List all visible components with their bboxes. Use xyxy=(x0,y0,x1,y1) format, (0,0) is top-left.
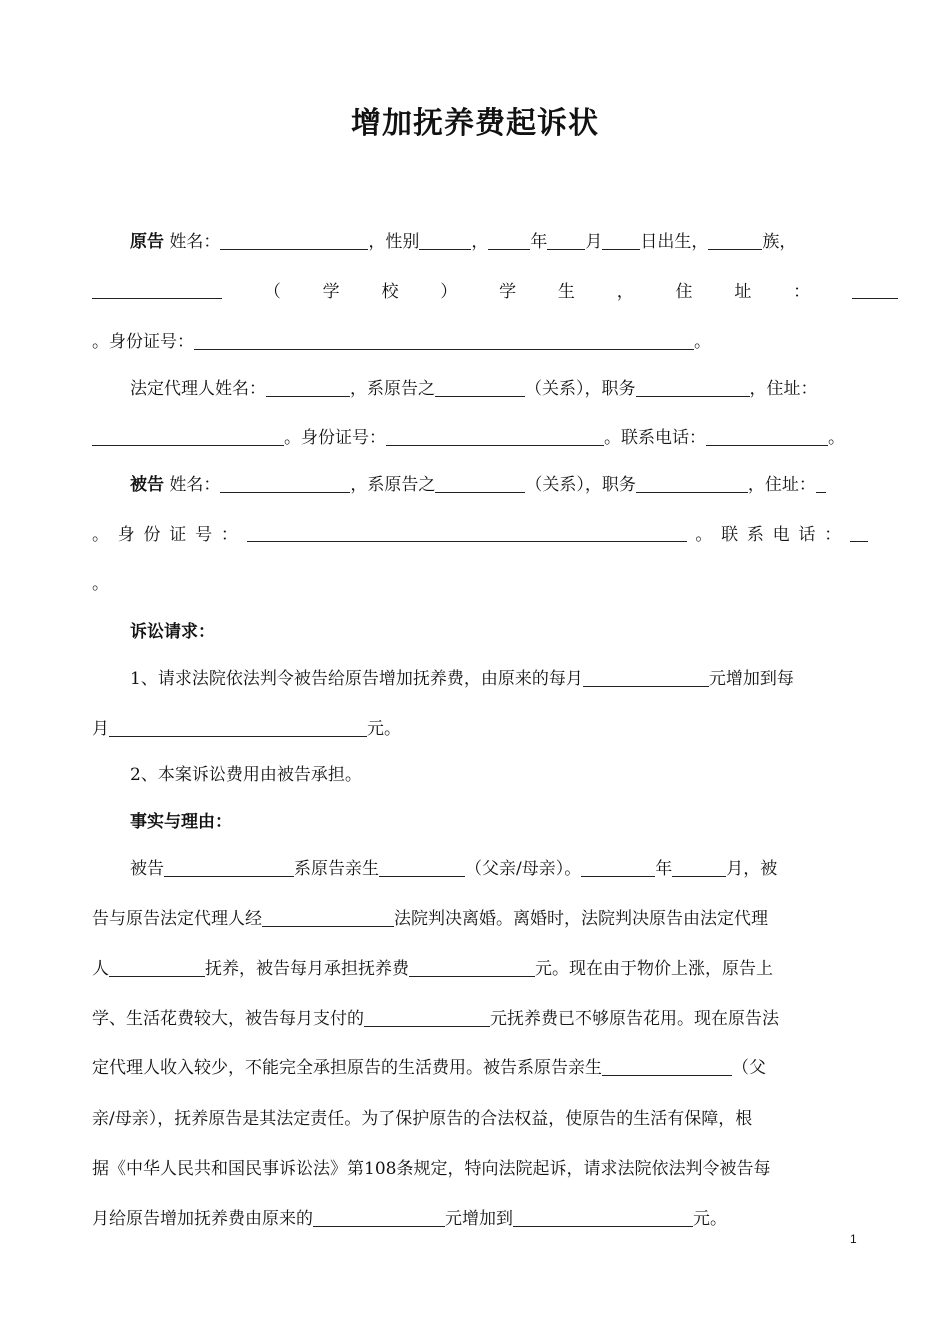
agent-line-1: 法定代理人姓名： ，系原告之 （关系），职务 ，住址： xyxy=(130,379,818,399)
blank-field[interactable] xyxy=(708,231,762,250)
blank-field[interactable] xyxy=(602,1057,732,1076)
blank-field[interactable] xyxy=(419,231,471,250)
blank-field[interactable] xyxy=(262,908,394,927)
blank-field[interactable] xyxy=(109,718,367,737)
plaintiff-line-3: 。身份证号： 。 xyxy=(92,332,711,352)
document-title: 增加抚养费起诉状 xyxy=(351,106,599,141)
blank-field[interactable] xyxy=(636,474,748,493)
claims-heading: 诉讼请求： xyxy=(130,622,215,642)
blank-field[interactable] xyxy=(164,858,294,877)
facts-line-7: 据《中华人民共和国民事诉讼法》第108条规定，特向法院起诉，请求法院依法判令被告每 xyxy=(92,1159,771,1179)
blank-field[interactable] xyxy=(547,231,585,250)
page-number: 1 xyxy=(850,1232,857,1246)
blank-field[interactable] xyxy=(92,280,222,299)
facts-heading: 事实与理由： xyxy=(130,812,232,832)
agent-line-2: 。身份证号： 。联系电话： 。 xyxy=(92,426,862,450)
blank-field[interactable] xyxy=(386,427,604,446)
facts-line-1: 被告 系原告亲生 （父亲/母亲）。 年 月，被 xyxy=(130,859,778,879)
blank-field[interactable] xyxy=(435,474,525,493)
claim-1-line-1: 1、请求法院依法判令被告给原告增加抚养费，由原来的每月 元增加到每 xyxy=(130,669,794,689)
blank-field[interactable] xyxy=(583,668,709,687)
blank-field[interactable] xyxy=(266,378,350,397)
defendant-line-1: 被告 姓名： ，系原告之 （关系），职务 ，住址： xyxy=(130,473,860,497)
blank-field[interactable] xyxy=(435,378,525,397)
blank-field[interactable] xyxy=(194,331,694,350)
facts-line-4: 学、生活花费较大，被告每月支付的 元抚养费已不够原告花用。现在原告法 xyxy=(92,1009,779,1029)
blank-field[interactable] xyxy=(513,1208,693,1227)
blank-field[interactable] xyxy=(92,427,284,446)
facts-line-2: 告与原告法定代理人经 法院判决离婚。离婚时，法院判决原告由法定代理 xyxy=(92,909,768,929)
facts-line-6: 亲/母亲），抚养原告是其法定责任。为了保护原告的合法权益，使原告的生活有保障，根 xyxy=(92,1109,753,1129)
blank-field[interactable] xyxy=(247,523,687,542)
blank-field[interactable] xyxy=(602,231,640,250)
plaintiff-line-1: 原告 姓名： ，性别 ， 年 月 日出生， 族， xyxy=(130,232,797,252)
blank-field[interactable] xyxy=(488,231,530,250)
blank-field[interactable] xyxy=(581,858,655,877)
blank-field[interactable] xyxy=(220,231,368,250)
claim-2: 2、本案诉讼费用由被告承担。 xyxy=(130,765,362,785)
blank-field[interactable] xyxy=(220,474,350,493)
blank-field[interactable] xyxy=(850,523,868,542)
defendant-line-3: 。 xyxy=(92,574,109,594)
blank-field[interactable] xyxy=(816,474,826,493)
blank-field[interactable] xyxy=(852,280,898,299)
facts-line-5: 定代理人收入较少，不能完全承担原告的生活费用。被告系原告亲生 （父 xyxy=(92,1058,766,1078)
defendant-label: 被告 xyxy=(130,475,164,495)
blank-field[interactable] xyxy=(313,1208,445,1227)
blank-field[interactable] xyxy=(636,378,750,397)
plaintiff-line-2: （ 学 校 ） 学 生 ， 住 址 ： xyxy=(92,280,898,304)
facts-line-3: 人 抚养，被告每月承担抚养费 元。现在由于物价上涨，原告上 xyxy=(92,959,773,979)
blank-field[interactable] xyxy=(409,958,535,977)
claim-1-line-2: 月 元。 xyxy=(92,719,401,739)
blank-field[interactable] xyxy=(379,858,465,877)
facts-line-8: 月给原告增加抚养费由原来的 元增加到 元。 xyxy=(92,1209,727,1229)
blank-field[interactable] xyxy=(109,958,205,977)
blank-field[interactable] xyxy=(706,427,828,446)
defendant-line-2: 。 身 份 证 号 ： 。 联 系 电 话 ： xyxy=(92,523,868,547)
blank-field[interactable] xyxy=(672,858,726,877)
plaintiff-label: 原告 xyxy=(130,232,164,252)
blank-field[interactable] xyxy=(364,1008,490,1027)
